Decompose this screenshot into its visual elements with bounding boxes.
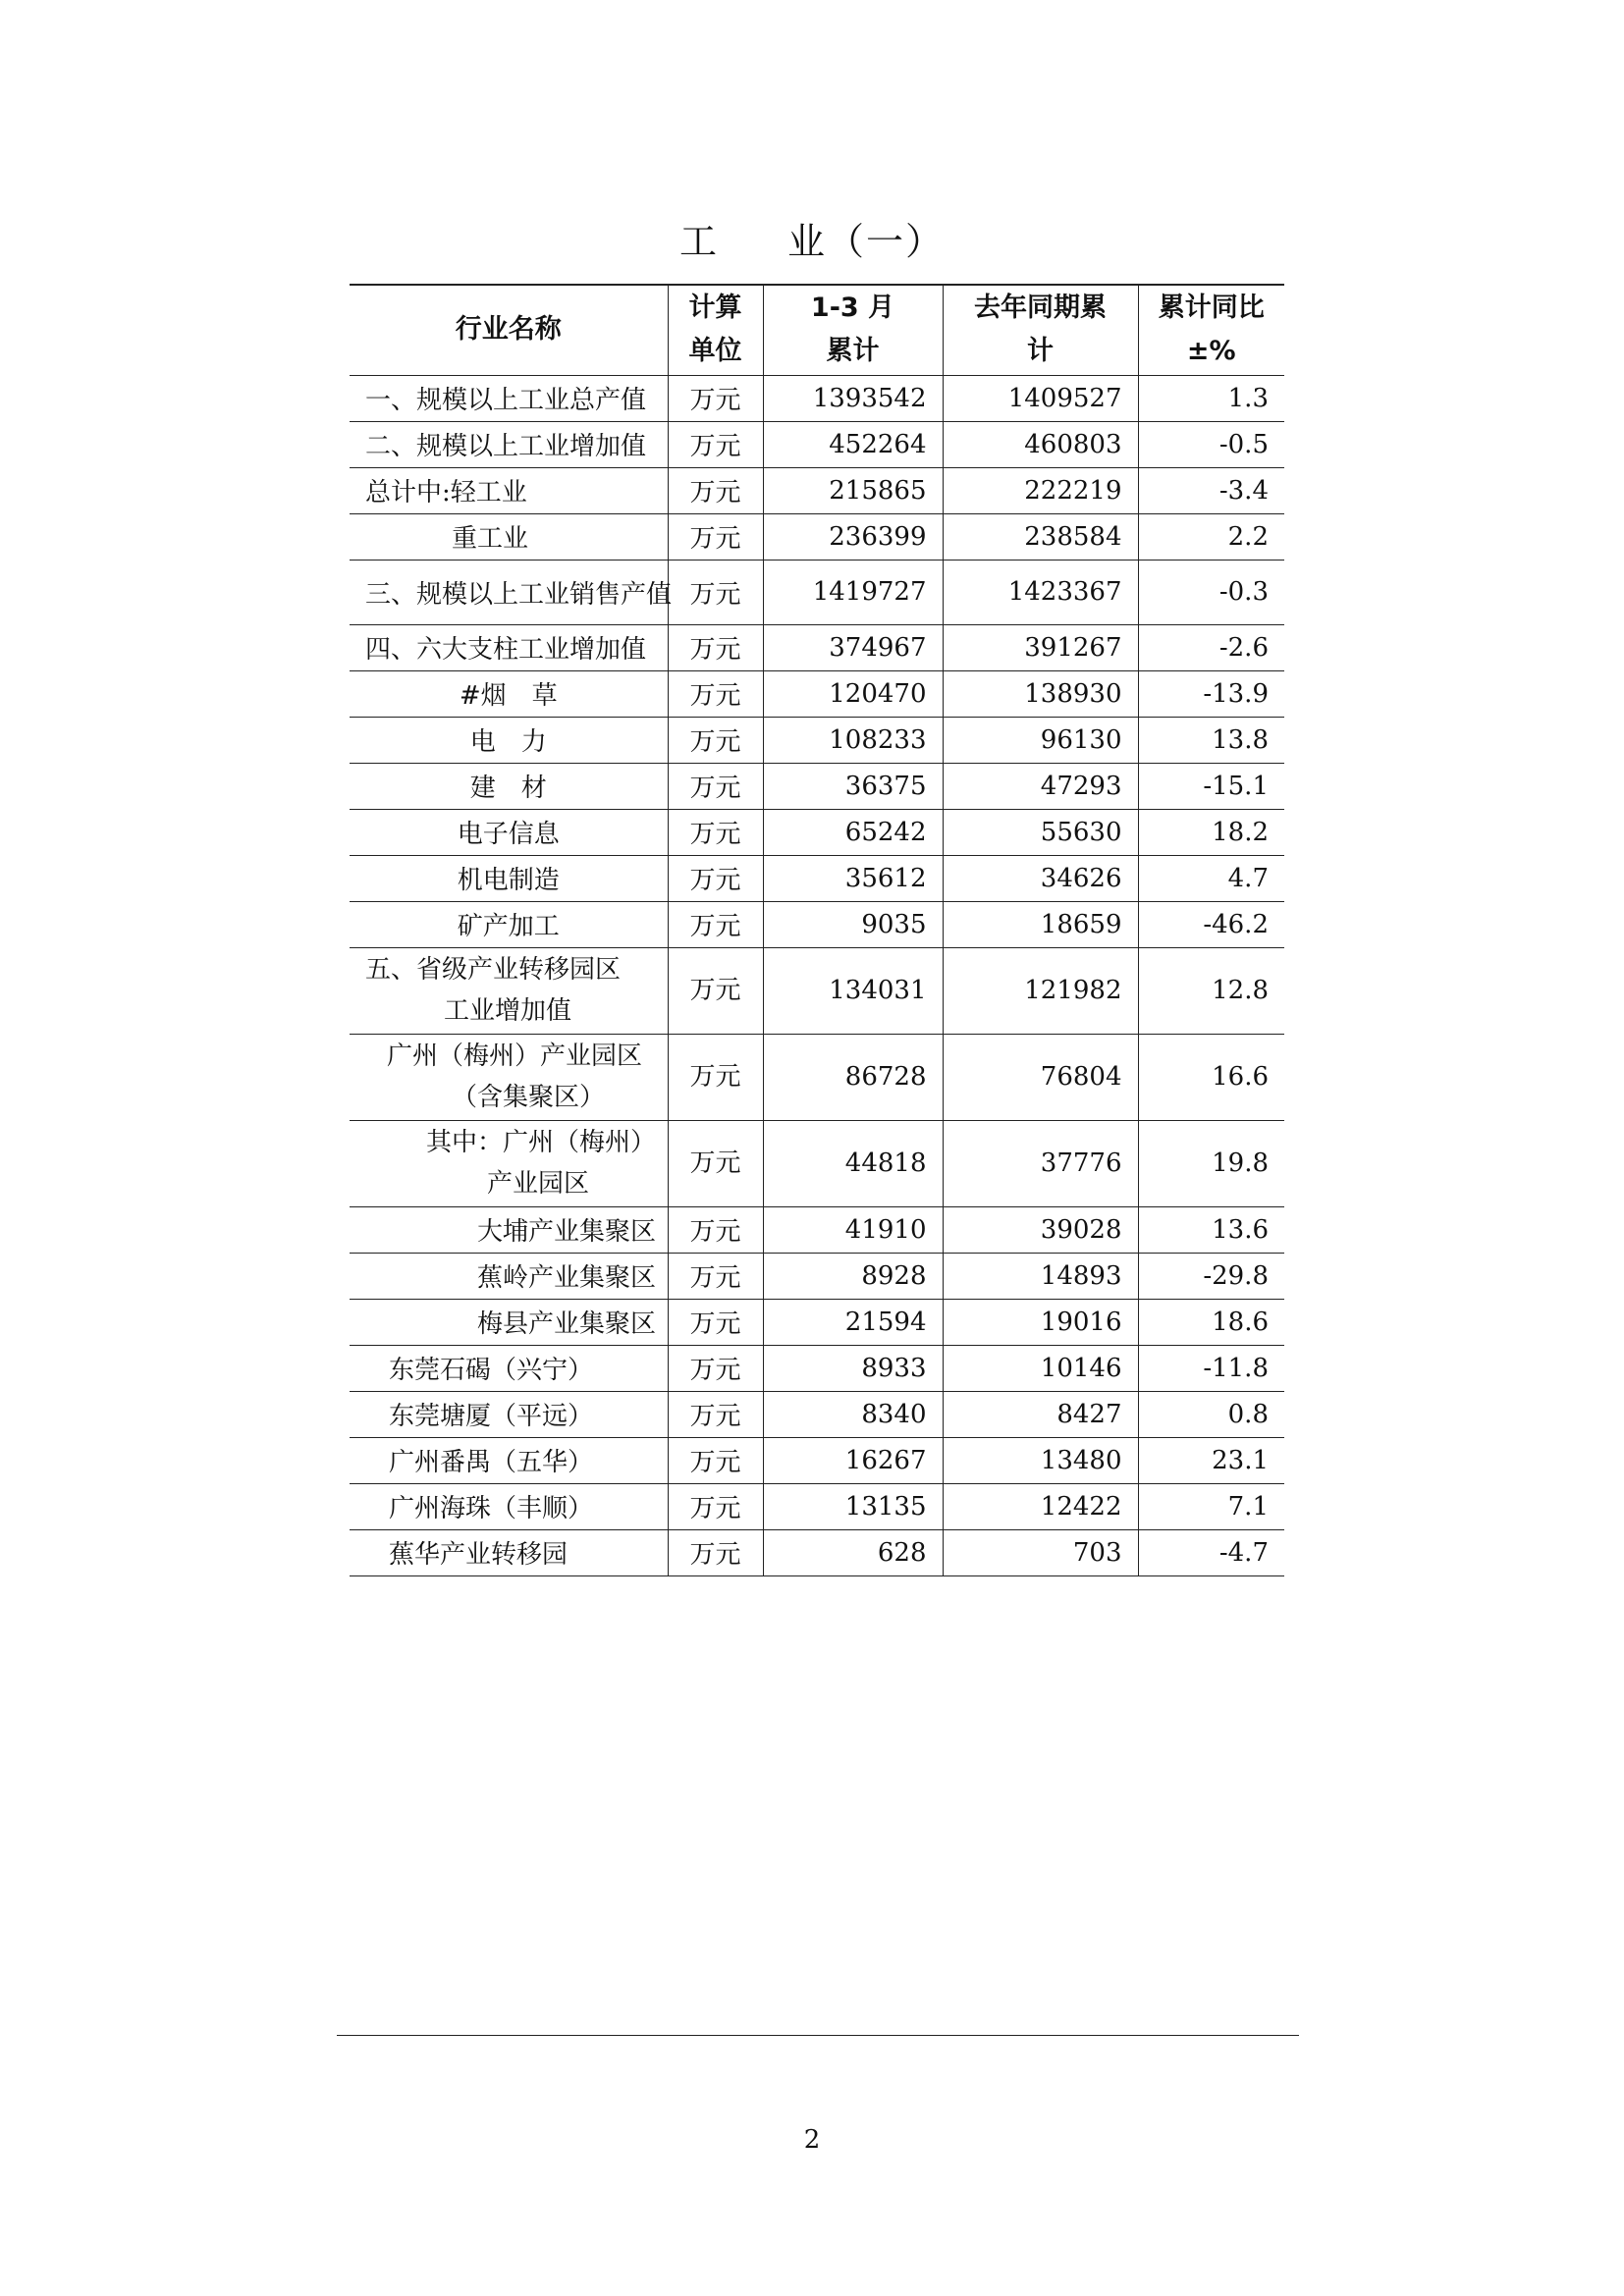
row-previous: 703 xyxy=(943,1529,1138,1575)
row-unit: 万元 xyxy=(668,1206,763,1253)
table-row xyxy=(350,1299,1284,1345)
row-yoy: -3.4 xyxy=(1138,467,1284,513)
header-current-cumulative: 1-3 月 累计 xyxy=(763,285,943,375)
row-unit: 万元 xyxy=(668,1253,763,1299)
row-unit: 万元 xyxy=(668,947,763,1034)
row-previous: 222219 xyxy=(943,467,1138,513)
row-previous: 76804 xyxy=(943,1034,1138,1120)
row-unit: 万元 xyxy=(668,901,763,947)
row-yoy: -46.2 xyxy=(1138,901,1284,947)
row-previous: 34626 xyxy=(943,855,1138,901)
row-previous: 238584 xyxy=(943,513,1138,560)
title-part-2: 业（一） xyxy=(787,220,946,263)
row-previous: 10146 xyxy=(943,1345,1138,1391)
row-name: 蕉华产业转移园 xyxy=(350,1529,668,1575)
row-previous: 47293 xyxy=(943,763,1138,809)
row-name: 其中：广州（梅州） 产业园区 xyxy=(350,1120,668,1206)
table-row xyxy=(350,1206,1284,1253)
page-number: 2 xyxy=(803,2125,821,2155)
row-unit: 万元 xyxy=(668,670,763,717)
table-row xyxy=(350,513,1284,560)
table-row xyxy=(350,809,1284,855)
row-previous: 8427 xyxy=(943,1391,1138,1437)
row-current: 108233 xyxy=(763,717,943,763)
row-yoy: -4.7 xyxy=(1138,1529,1284,1575)
row-previous: 12422 xyxy=(943,1483,1138,1529)
table-row xyxy=(350,1253,1284,1299)
table-row xyxy=(350,670,1284,717)
row-unit: 万元 xyxy=(668,624,763,670)
row-previous: 37776 xyxy=(943,1120,1138,1206)
row-unit: 万元 xyxy=(668,855,763,901)
table-row xyxy=(350,1529,1284,1575)
row-previous: 1409527 xyxy=(943,375,1138,421)
row-yoy: 13.6 xyxy=(1138,1206,1284,1253)
row-unit: 万元 xyxy=(668,1345,763,1391)
row-yoy: 7.1 xyxy=(1138,1483,1284,1529)
row-name: 三、规模以上工业销售产值 xyxy=(350,560,668,624)
row-yoy: 23.1 xyxy=(1138,1437,1284,1483)
row-previous: 18659 xyxy=(943,901,1138,947)
row-current: 628 xyxy=(763,1529,943,1575)
page-title xyxy=(0,211,1624,265)
row-name: 矿产加工 xyxy=(350,901,668,947)
title-part-1: 工 xyxy=(678,220,719,263)
row-name: 东莞塘厦（平远） xyxy=(350,1391,668,1437)
row-current: 8933 xyxy=(763,1345,943,1391)
row-unit: 万元 xyxy=(668,467,763,513)
row-previous: 55630 xyxy=(943,809,1138,855)
row-current: 86728 xyxy=(763,1034,943,1120)
row-previous: 19016 xyxy=(943,1299,1138,1345)
header-yoy-change: 累计同比 ±% xyxy=(1138,285,1284,375)
row-yoy: -0.5 xyxy=(1138,421,1284,467)
row-current: 44818 xyxy=(763,1120,943,1206)
row-previous: 1423367 xyxy=(943,560,1138,624)
row-name: 四、六大支柱工业增加值 xyxy=(350,624,668,670)
row-current: 36375 xyxy=(763,763,943,809)
table-row xyxy=(350,375,1284,421)
row-name: 建 材 xyxy=(350,763,668,809)
table-row xyxy=(350,717,1284,763)
row-name: 二、规模以上工业增加值 xyxy=(350,421,668,467)
row-previous: 39028 xyxy=(943,1206,1138,1253)
row-yoy: -15.1 xyxy=(1138,763,1284,809)
row-yoy: 13.8 xyxy=(1138,717,1284,763)
table-row xyxy=(350,1034,1284,1120)
row-name: 梅县产业集聚区 xyxy=(350,1299,668,1345)
row-name: 广州海珠（丰顺） xyxy=(350,1483,668,1529)
row-unit: 万元 xyxy=(668,1529,763,1575)
row-name: 电子信息 xyxy=(350,809,668,855)
row-name: 蕉岭产业集聚区 xyxy=(350,1253,668,1299)
row-current: 120470 xyxy=(763,670,943,717)
table-row xyxy=(350,624,1284,670)
row-name: 五、省级产业转移园区 工业增加值 xyxy=(350,947,668,1034)
row-unit: 万元 xyxy=(668,421,763,467)
table-row xyxy=(350,855,1284,901)
row-name: 广州（梅州）产业园区 （含集聚区） xyxy=(350,1034,668,1120)
row-current: 8928 xyxy=(763,1253,943,1299)
header-industry-name: 行业名称 xyxy=(350,285,668,375)
table-row xyxy=(350,467,1284,513)
table-row xyxy=(350,901,1284,947)
header-unit: 计算 单位 xyxy=(668,285,763,375)
row-previous: 96130 xyxy=(943,717,1138,763)
row-yoy: 0.8 xyxy=(1138,1391,1284,1437)
row-unit: 万元 xyxy=(668,763,763,809)
row-current: 215865 xyxy=(763,467,943,513)
row-unit: 万元 xyxy=(668,1299,763,1345)
row-previous: 460803 xyxy=(943,421,1138,467)
table-row xyxy=(350,421,1284,467)
row-current: 16267 xyxy=(763,1437,943,1483)
row-name: 大埔产业集聚区 xyxy=(350,1206,668,1253)
table-row xyxy=(350,560,1284,624)
row-current: 65242 xyxy=(763,809,943,855)
table-header-row xyxy=(350,285,1284,375)
row-current: 374967 xyxy=(763,624,943,670)
row-current: 452264 xyxy=(763,421,943,467)
row-unit: 万元 xyxy=(668,513,763,560)
header-previous-cumulative: 去年同期累 计 xyxy=(943,285,1138,375)
row-yoy: -11.8 xyxy=(1138,1345,1284,1391)
row-previous: 14893 xyxy=(943,1253,1138,1299)
row-previous: 391267 xyxy=(943,624,1138,670)
row-unit: 万元 xyxy=(668,375,763,421)
table-row xyxy=(350,1120,1284,1206)
row-yoy: 2.2 xyxy=(1138,513,1284,560)
row-current: 41910 xyxy=(763,1206,943,1253)
footer-divider xyxy=(337,2035,1299,2036)
row-unit: 万元 xyxy=(668,560,763,624)
row-yoy: 1.3 xyxy=(1138,375,1284,421)
row-current: 21594 xyxy=(763,1299,943,1345)
row-previous: 138930 xyxy=(943,670,1138,717)
row-current: 236399 xyxy=(763,513,943,560)
row-unit: 万元 xyxy=(668,1483,763,1529)
table-row xyxy=(350,1437,1284,1483)
table-row xyxy=(350,1391,1284,1437)
row-yoy: 18.2 xyxy=(1138,809,1284,855)
row-previous: 13480 xyxy=(943,1437,1138,1483)
row-yoy: 4.7 xyxy=(1138,855,1284,901)
row-current: 13135 xyxy=(763,1483,943,1529)
row-yoy: 18.6 xyxy=(1138,1299,1284,1345)
row-yoy: 19.8 xyxy=(1138,1120,1284,1206)
row-name: #烟 草 xyxy=(350,670,668,717)
table-row xyxy=(350,763,1284,809)
row-unit: 万元 xyxy=(668,717,763,763)
row-yoy: 12.8 xyxy=(1138,947,1284,1034)
row-current: 35612 xyxy=(763,855,943,901)
row-unit: 万元 xyxy=(668,1437,763,1483)
row-name: 广州番禺（五华） xyxy=(350,1437,668,1483)
row-current: 1419727 xyxy=(763,560,943,624)
row-current: 1393542 xyxy=(763,375,943,421)
table-row xyxy=(350,1483,1284,1529)
row-unit: 万元 xyxy=(668,809,763,855)
row-name: 总计中:轻工业 xyxy=(350,467,668,513)
row-current: 134031 xyxy=(763,947,943,1034)
row-name: 机电制造 xyxy=(350,855,668,901)
row-yoy: 16.6 xyxy=(1138,1034,1284,1120)
row-name: 重工业 xyxy=(350,513,668,560)
row-previous: 121982 xyxy=(943,947,1138,1034)
row-yoy: -29.8 xyxy=(1138,1253,1284,1299)
table-row xyxy=(350,947,1284,1034)
row-current: 9035 xyxy=(763,901,943,947)
table-row xyxy=(350,1345,1284,1391)
row-yoy: -2.6 xyxy=(1138,624,1284,670)
row-name: 电 力 xyxy=(350,717,668,763)
row-yoy: -0.3 xyxy=(1138,560,1284,624)
row-unit: 万元 xyxy=(668,1391,763,1437)
row-yoy: -13.9 xyxy=(1138,670,1284,717)
row-name: 一、规模以上工业总产值 xyxy=(350,375,668,421)
row-current: 8340 xyxy=(763,1391,943,1437)
row-unit: 万元 xyxy=(668,1120,763,1206)
industry-table xyxy=(350,284,1284,1576)
row-unit: 万元 xyxy=(668,1034,763,1120)
row-name: 东莞石碣（兴宁） xyxy=(350,1345,668,1391)
